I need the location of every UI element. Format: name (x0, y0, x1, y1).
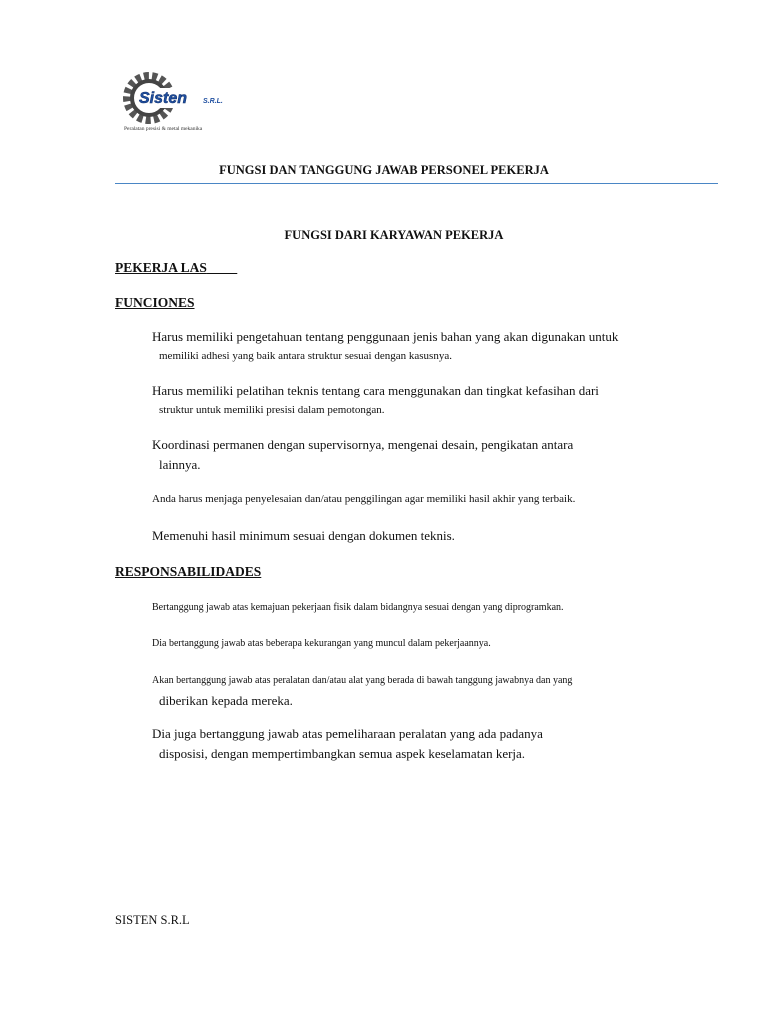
list-item (140, 598, 662, 618)
list-item-text: Dia juga bertanggung jawab atas pemeliharaan peralatan yang ada padanya (152, 726, 543, 741)
list-item-text: Memenuhi hasil minimum sesuai dengan dokumen teknis. (152, 528, 455, 543)
list-item-text: struktur untuk memiliki presisi dalam pemotongan. (159, 403, 385, 416)
logo-brand: Sisten (139, 90, 188, 107)
footer-company: SISTEN S.R.L (115, 913, 190, 927)
list-item-text: memiliki adhesi yang baik antara struktur sesuai dengan kasusnya. (159, 349, 452, 362)
list-item (140, 526, 662, 546)
list-item-text: Harus memiliki pelatihan teknis tentang cara menggunakan dan tingkat kefasihan dari (152, 383, 599, 398)
title-divider (115, 183, 718, 184)
list-item (140, 381, 662, 420)
list-item-text: Akan bertanggung jawab atas peralatan dan/atau alat yang berada di bawah tanggung jawabnya dan yang (152, 675, 573, 686)
section-heading-role: PEKERJA LAS (115, 260, 207, 275)
list-item (140, 490, 662, 510)
list-item-text: disposisi, dengan mempertimbangkan semua aspek keselamatan kerja. (159, 745, 526, 761)
list-item (140, 327, 662, 366)
section-heading-functions: FUNCIONES (115, 295, 195, 310)
list-item-text: Harus memiliki pengetahuan tentang penggunaan jenis bahan yang akan digunakan untuk (152, 329, 619, 344)
list-item-text: Anda harus menjaga penyelesaian dan/atau penggilingan agar memiliki hasil akhir yang terbaik. (152, 493, 576, 505)
document-title: FUNGSI DAN TANGGUNG JAWAB PERSONEL PEKERJA (219, 163, 549, 177)
list-item-text: Dia bertanggung jawab atas beberapa kekurangan yang muncul dalam pekerjaannya. (152, 638, 491, 649)
list-item (140, 634, 662, 654)
list-item (140, 724, 612, 763)
list-item-text: Bertanggung jawab atas kemajuan pekerjaan fisik dalam bidangnya sesuai dengan yang diprogramkan. (152, 602, 564, 613)
logo-suffix: S.R.L. (203, 98, 223, 105)
list-item-text: Koordinasi permanen dengan supervisornya, mengenai desain, pengikatan antara (152, 437, 574, 452)
list-item-text: lainnya. (159, 456, 201, 472)
list-item-text: diberikan kepada mereka. (159, 692, 293, 708)
list-item (140, 671, 648, 710)
list-item (140, 435, 662, 474)
logo-tagline: Peralatan presisi & metal mekanika (124, 126, 203, 132)
section-heading-responsibilities: RESPONSABILIDADES (115, 564, 262, 579)
document-subtitle: FUNGSI DARI KARYAWAN PEKERJA (284, 228, 504, 242)
